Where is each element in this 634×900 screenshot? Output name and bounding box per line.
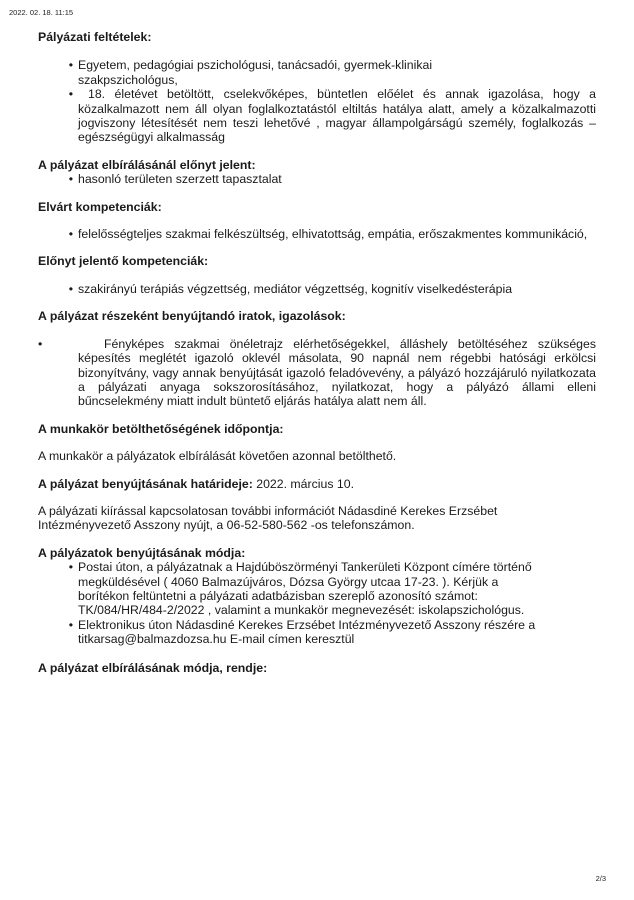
document-body [38,28,598,675]
list-item-text: Elektronikus úton Nádasdiné Kerekes Erzsébet Intézményvezető Asszony részére a titkarsag@balmazdozsa.hu E-mail címen keresztül [78,617,536,647]
list-item [38,560,538,618]
bullet-icon: • [68,172,73,187]
list-item-text: szakirányú terápiás végzettség, mediátor végzettség, kognitív viselkedésterápia [78,281,513,296]
bullet-icon: • [68,227,73,242]
list-item [38,282,518,296]
deadline-line [38,477,598,491]
deadline-label: A pályázat benyújtásának határideje: [38,476,253,491]
section-heading-start-date: A munkakör betölthetőségének időpontja: [38,421,284,436]
section-heading-evaluation: A pályázat elbírálásának módja, rendje: [38,660,268,675]
deadline-value: 2022. március 10. [252,476,354,491]
advantage-competencies-list [38,282,598,296]
list-item [38,172,598,186]
list-item [38,87,596,145]
bullet-icon: • [68,617,73,632]
list-item [38,337,596,409]
list-item-text: felelősségteljes szakmai felkészültség, elhivatottság, empátia, erőszakmentes kommunikáció, [78,227,588,242]
competencies-list [38,227,598,241]
documents-list [38,337,598,409]
bullet-icon: • [68,560,73,575]
advantage-list [38,172,598,186]
list-item [38,618,568,647]
bullet-icon: • [38,336,43,351]
list-item-text: Postai úton, a pályázatnak a Hajdúböszörményi Tankerületi Központ címére történő megküldésével ( 4060 Balmazújváros, Dózsa György utcaa 17-23. ). Kérjük a borítékon feltüntetni a pályázati adatbázisban szereplő azonosító számot: TK/084/HR/484-2/2022 , valamint a munkakör megnevezését: iskolapszichológus. [78,560,532,618]
list-item-text: Fényképes szakmai önéletrajz elérhetőségekkel, álláshely betöltéséhez szükséges képesítés meglétét igazoló oklevél másolata, 90 napnál nem régebbi hatósági erkölcsi bizonyítvány, vagy annak benyújtását igazoló feladóvevény, a pályázó hozzájáruló nyilatkozata a pályázati anyaga sokszorosításához, nyilatkozat, hogy a pályázó állami elleni bűncselekmény miatt indult büntető eljárás hatálya alatt nem áll. [78,336,596,409]
timestamp: 2022. 02. 18. 11:15 [9,8,74,17]
section-heading-advantage: A pályázat elbírálásánál előnyt jelent: [38,157,256,172]
bullet-icon: • [68,58,73,73]
list-item [38,58,534,87]
section-heading-documents: A pályázat részeként benyújtandó iratok, igazolások: [38,309,346,324]
bullet-icon: • [68,281,73,296]
start-date-text: A munkakör a pályázatok elbírálását követően azonnal betölthető. [38,449,397,464]
list-item-text: 18. életévet betöltött, cselekvőképes, büntetlen előélet és annak igazolása, hogy a közalkalmazott nem áll olyan foglalkoztatástól eltiltás hatálya alatt, amely a közalkalmazotti jogviszony létesítését nem teszi lehetővé , magyar állampolgárságú személy, foglalkozás –egészségügyi alkalmasság [78,87,596,145]
conditions-list [38,58,598,144]
submission-list [38,560,598,646]
bullet-icon: • [68,87,73,102]
page-number: 2/3 [595,874,606,883]
list-item-text: Egyetem, pedagógiai pszichológusi, tanácsadói, gyermek-klinikai szakpszichológus, [78,58,433,87]
list-item-text: hasonló területen szerzett tapasztalat [78,172,282,187]
list-item [38,227,598,241]
info-text: A pályázati kiírással kapcsolatosan további információt Nádasdiné Kerekes Erzsébet Intézményvezető Asszony nyújt, a 06-52-580-562 -os telefonszámon. [38,503,498,533]
section-heading-advantage-competencies: Előnyt jelentő kompetenciák: [38,254,209,269]
section-heading-conditions: Pályázati feltételek: [38,30,152,44]
section-heading-submission: A pályázatok benyújtásának módja: [38,545,246,560]
section-heading-competencies: Elvárt kompetenciák: [38,199,162,214]
